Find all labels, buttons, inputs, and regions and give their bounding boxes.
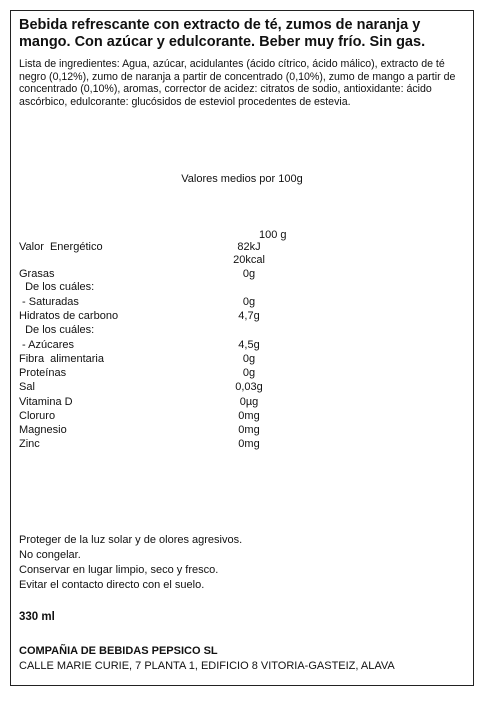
nutrition-row: [19, 438, 459, 451]
nutrient-label: Fibra alimentaria: [19, 353, 104, 365]
nutrition-row: [19, 339, 459, 352]
nutrient-value: 0mg: [238, 438, 260, 450]
nutrition-row: [19, 296, 459, 309]
nutrient-label: Sal: [19, 381, 35, 393]
nutrition-row: [19, 353, 459, 366]
nutrient-label: Proteínas: [19, 367, 67, 379]
storage-line: Proteger de la luz solar y de olores agresivos.: [19, 534, 243, 546]
nutrient-label: Magnesio: [19, 424, 67, 436]
nutrient-value: 4,7g: [238, 310, 260, 322]
nutrient-label: Grasas: [19, 268, 55, 280]
nutrition-header: Valores medios por 100g: [181, 173, 303, 185]
nutrient-label: De los cuáles:: [19, 324, 95, 336]
nutrition-row: [19, 410, 459, 423]
nutrient-value: 82kJ: [237, 241, 261, 253]
nutrient-value: 0mg: [238, 410, 260, 422]
nutrient-value: 0,03g: [235, 381, 263, 393]
storage-line: Evitar el contacto directo con el suelo.: [19, 579, 205, 591]
nutrition-row: [19, 396, 459, 409]
company-address: CALLE MARIE CURIE, 7 PLANTA 1, EDIFICIO 8 VITORIA-GASTEIZ, ALAVA: [19, 660, 395, 672]
product-label: [10, 10, 474, 686]
nutrient-label: Vitamina D: [19, 396, 73, 408]
nutrient-value: 4,5g: [238, 339, 260, 351]
storage-line: No congelar.: [19, 549, 81, 561]
nutrient-label: Cloruro: [19, 410, 56, 422]
company-name: COMPAÑIA DE BEBIDAS PEPSICO SL: [19, 645, 218, 657]
nutrient-value: 0µg: [239, 396, 259, 408]
ingredients-list: Lista de ingredientes: Agua, azúcar, acidulantes (ácido cítrico, ácido málico), extracto de té negro (0,12%), zumo de naranja a partir de concentrado (0,10%), zumo de mango a partir de concentrado (0,10%), aromas, corrector de acidez: citratos de sodio, antioxidante: ácido ascórbico, edulcorante: glucósidos de esteviol procedentes de estevia.: [19, 58, 456, 108]
nutrition-row: [19, 241, 459, 254]
nutrition-column-header: 100 g: [259, 229, 287, 241]
nutrition-row: [19, 254, 459, 267]
nutrient-value: 0g: [242, 367, 256, 379]
nutrient-label: Hidratos de carbono: [19, 310, 119, 322]
nutrient-value: 0g: [242, 296, 256, 308]
nutrient-value: 0mg: [238, 424, 260, 436]
nutrition-row: [19, 381, 459, 394]
nutrient-value: 0g: [242, 353, 256, 365]
nutrient-label: Zinc: [19, 438, 40, 450]
nutrient-label: - Saturadas: [19, 296, 79, 308]
nutrition-row: [19, 281, 459, 294]
nutrition-row: [19, 268, 459, 281]
nutrition-row: [19, 310, 459, 323]
storage-line: Conservar en lugar limpio, seco y fresco.: [19, 564, 219, 576]
nutrient-label: - Azúcares: [19, 339, 75, 351]
nutrient-label: Valor Energético: [19, 241, 103, 253]
storage-instructions: [19, 533, 459, 593]
product-title: Bebida refrescante con extracto de té, zumos de naranja y mango. Con azúcar y edulcorante. Beber muy frío. Sin gas.: [19, 17, 426, 50]
net-volume: 330 ml: [19, 611, 55, 623]
nutrient-value: 0g: [242, 268, 256, 280]
nutrition-row: [19, 367, 459, 380]
nutrient-label: De los cuáles:: [19, 281, 95, 293]
nutrition-row: [19, 324, 459, 337]
nutrient-value: 20kcal: [233, 254, 265, 266]
nutrition-row: [19, 424, 459, 437]
